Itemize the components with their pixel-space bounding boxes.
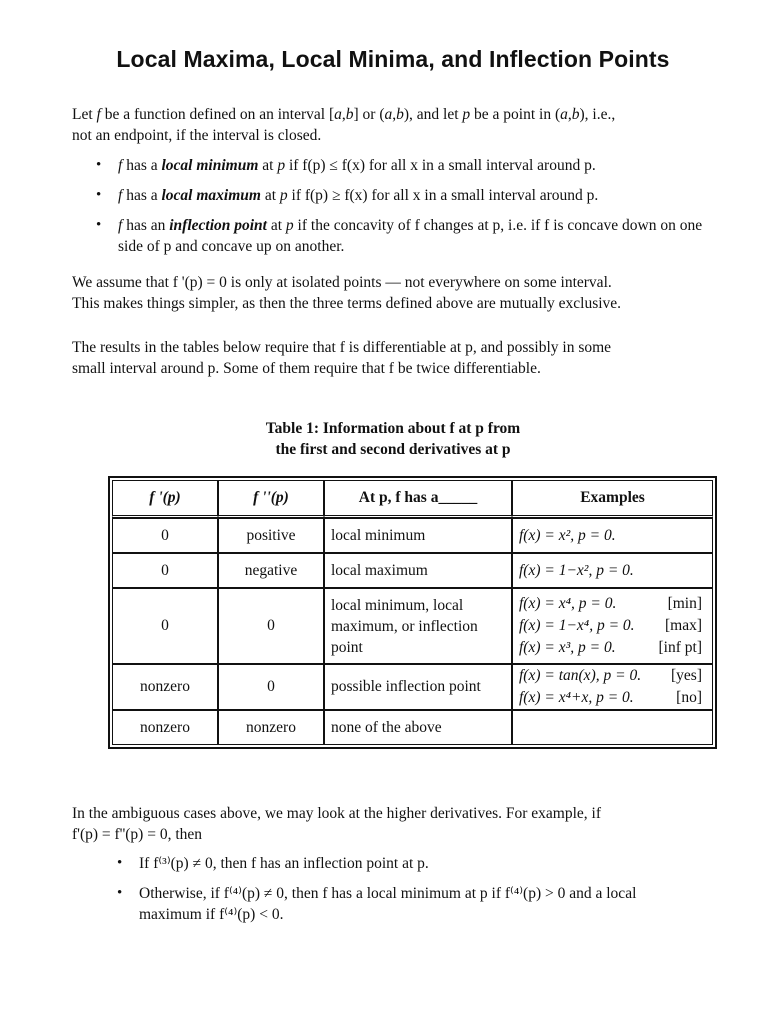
cell-examples [512,553,713,588]
definitions-list [72,155,712,257]
example-expression: f(x) = x², p = 0. [519,526,616,544]
cell-examples [512,710,713,745]
definition-local-minimum [72,155,712,176]
definition-text: has a [122,187,162,204]
definition-text: at [258,157,278,174]
b-symbol: b [571,106,580,123]
cell-first-derivative: nonzero [112,664,218,710]
definition-text: at [260,187,280,204]
example-tag: [yes] [671,667,702,684]
page-title: Local Maxima, Local Minima, and Inflection Points [116,46,670,72]
intro-text: ), and let [403,106,463,123]
p-symbol: p [277,157,286,174]
definition-text: has an [122,217,170,234]
results-paragraph [72,337,712,379]
cell-examples [512,664,713,710]
intro-text: be a function defined on an interval [ [100,106,335,123]
f-symbol: f [96,106,101,123]
cell-second-derivative: 0 [218,664,324,710]
table-row [112,553,713,588]
cell-examples [512,588,713,664]
higher-derivatives-list [72,853,712,925]
cell-first-derivative: nonzero [112,710,218,745]
header-label: f ''(p) [253,489,289,506]
cell-result: possible inflection point [324,664,512,710]
intro-text: ] or ( [353,106,385,123]
table-caption [0,418,768,460]
cell-result: local minimum, local maximum, or inflection point [324,588,512,664]
caption-line1: Table 1: Information about f at p from [265,420,521,437]
cell-first-derivative: 0 [112,553,218,588]
table-row [112,710,713,745]
results-line2: small interval around p. Some of them require that f be twice differentiable. [72,360,541,377]
example-expression: f(x) = x⁴+x, p = 0. [519,689,634,706]
definition-inflection-point [72,215,712,257]
f-symbol: f [118,217,123,234]
example-line [519,637,706,659]
a-symbol: a [334,106,342,123]
assumption-paragraph [72,272,712,314]
ambiguous-line2: f'(p) = f''(p) = 0, then [72,826,203,843]
definition-local-maximum [72,185,712,206]
definition-text: at [266,217,286,234]
table-row [112,518,713,553]
p-symbol: p [462,106,471,123]
comma: , [341,106,346,123]
intro-text: Let [72,106,97,123]
cell-result: none of the above [324,710,512,745]
cell-examples [512,518,713,553]
results-line1: The results in the tables below require that f is differentiable at p, and possibly in some [72,339,612,356]
intro-paragraph [72,104,712,146]
term-inflection-point: inflection point [169,217,267,234]
p-symbol: p [279,187,288,204]
f-symbol: f [118,187,123,204]
example-line [519,560,706,582]
fourth-derivative-rule [72,883,712,925]
header-examples [512,480,713,518]
ambiguous-paragraph [72,803,712,845]
example-expression: f(x) = 1−x⁴, p = 0. [519,617,635,634]
cell-second-derivative: nonzero [218,710,324,745]
example-tag: [min] [667,595,702,612]
cell-first-derivative: 0 [112,588,218,664]
header-label: Examples [580,489,645,506]
cell-result: local maximum [324,553,512,588]
table-row [112,588,713,664]
b-symbol: b [396,106,404,123]
example-expression: f(x) = 1−x², p = 0. [519,561,634,579]
example-expression: f(x) = x³, p = 0. [519,639,616,656]
term-local-maximum: local maximum [161,187,261,204]
f-symbol: f [118,157,123,174]
example-tag: [max] [664,617,702,634]
a-symbol: a [384,106,393,123]
example-line [519,615,706,637]
p-symbol: p [285,217,294,234]
assumption-line1: We assume that f '(p) = 0 is only at isolated points — not everywhere on some interval. [72,274,612,291]
intro-text: ), i.e., [579,106,616,123]
third-derivative-rule [72,853,712,874]
header-result [324,480,512,518]
example-line [519,665,706,687]
rule-text-line2: maximum if f⁽⁴⁾(p) < 0. [139,906,284,923]
ambiguous-line1: In the ambiguous cases above, we may look at the higher derivatives. For example, if [72,805,601,822]
example-line [519,593,706,615]
header-label: At p, f has a_____ [358,489,478,506]
assumption-line2: This makes things simpler, as then the three terms defined above are mutually exclusive. [72,295,622,312]
term-local-minimum: local minimum [161,157,259,174]
example-tag: [inf pt] [658,639,702,656]
a-symbol: a [560,106,568,123]
table-row [112,664,713,710]
derivative-table [108,476,717,749]
cell-second-derivative: 0 [218,588,324,664]
comma: , [567,106,572,123]
caption-line2: the first and second derivatives at p [275,441,511,458]
table-header-row [112,480,713,518]
header-second-derivative [218,480,324,518]
example-line [519,525,706,547]
cell-first-derivative: 0 [112,518,218,553]
comma: , [392,106,397,123]
definition-condition: if f(p) ≥ f(x) for all x in a small interval around p. [287,187,599,204]
example-expression: f(x) = tan(x), p = 0. [519,667,642,684]
intro-text-line2: not an endpoint, if the interval is closed. [72,127,322,144]
definition-text: has a [122,157,162,174]
example-tag: [no] [676,689,702,706]
b-symbol: b [345,106,354,123]
intro-text: be a point in ( [470,106,561,123]
example-expression: f(x) = x⁴, p = 0. [519,595,617,612]
header-first-derivative [112,480,218,518]
rule-text-line1: Otherwise, if f⁽⁴⁾(p) ≠ 0, then f has a local minimum at p if f⁽⁴⁾(p) > 0 and a local [139,885,637,902]
definition-condition: if f(p) ≤ f(x) for all x in a small interval around p. [285,157,596,174]
header-label: f '(p) [149,489,181,506]
cell-result: local minimum [324,518,512,553]
cell-second-derivative: positive [218,518,324,553]
definition-condition: if the concavity of f changes at p, i.e. if f is concave down on one side of p and concave up on another. [118,217,703,255]
example-line [519,687,706,709]
cell-second-derivative: negative [218,553,324,588]
rule-text: If f⁽³⁾(p) ≠ 0, then f has an inflection point at p. [139,855,429,872]
